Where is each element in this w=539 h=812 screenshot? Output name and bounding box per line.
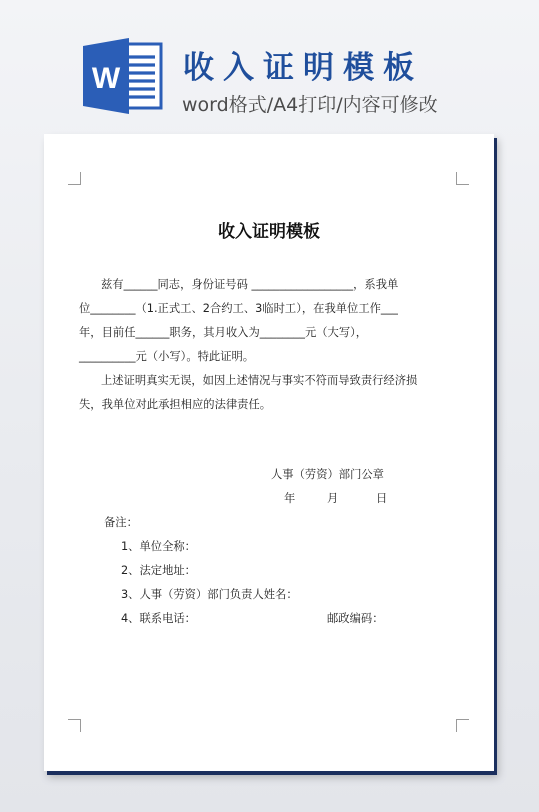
document-title: 收入证明模板 [218,222,320,242]
body-line: __________元（小写）。特此证明。 [79,350,255,363]
body-line: 年，目前任______职务，其月收入为________元（大写）， [79,326,368,339]
crop-mark-bottom-left [68,719,81,732]
note-item: 2、法定地址： [121,564,196,577]
note-item: 1、单位全称： [121,540,196,553]
note-item: 4、联系电话： [121,612,196,625]
banner-title: 收入证明模板 [183,50,423,86]
date-day: 日 [376,492,388,505]
crop-mark-bottom-right [456,719,469,732]
body-line: 上述证明真实无误，如因上述情况与事实不符而导致责行经济损 [101,374,418,387]
banner-subtitle: word格式/A4打印/内容可修改 [182,94,438,116]
postal-code-label: 邮政编码： [327,612,384,625]
body-line: 位________（1.正式工、2合约工、3临时工），在我单位工作___ [79,302,398,315]
crop-mark-top-left [68,172,81,185]
microsoft-word-icon [83,38,163,114]
body-line: 兹有______同志，身份证号码 __________________，系我单 [101,278,399,291]
notes-label: 备注： [104,516,138,529]
seal-label: 人事（劳资）部门公章 [271,468,384,481]
document-page [44,134,494,771]
date-year: 年 [284,492,296,505]
crop-mark-top-right [456,172,469,185]
date-month: 月 [327,492,339,505]
word-logo-letter: W [91,62,121,95]
note-item: 3、人事（劳资）部门负责人姓名： [121,588,298,601]
body-line: 失，我单位对此承担相应的法律责任。 [79,398,272,411]
